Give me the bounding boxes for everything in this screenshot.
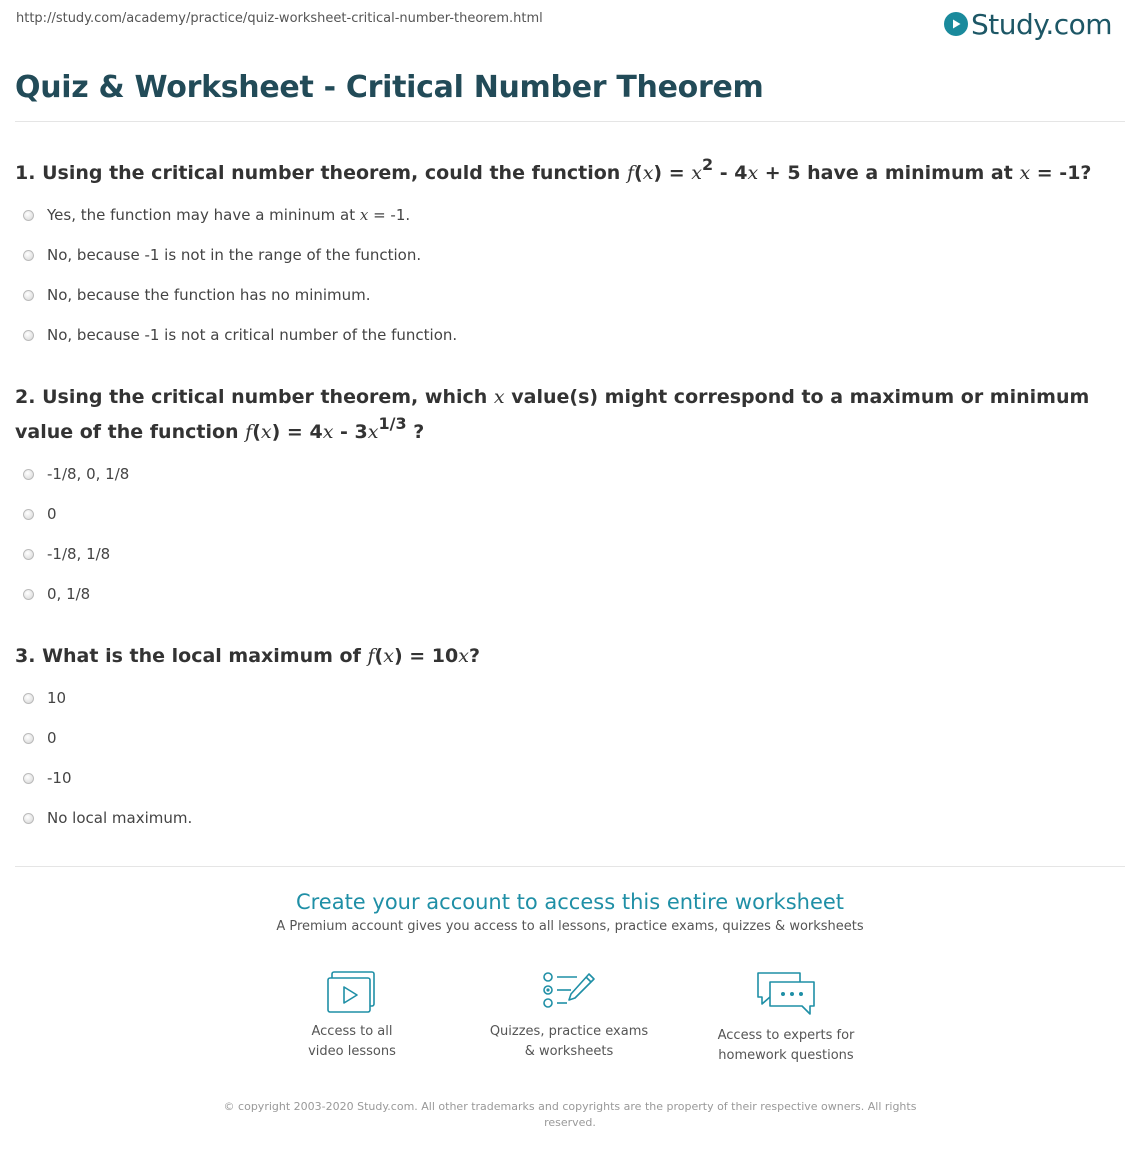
option-label: No, because -1 is not in the range of the function. xyxy=(47,246,422,264)
title-divider xyxy=(15,121,1125,122)
section-divider xyxy=(15,866,1125,867)
create-account-link[interactable]: Create your account to access this entire worksheet xyxy=(295,890,845,914)
answer-option[interactable] xyxy=(23,544,110,564)
radio-button[interactable] xyxy=(23,330,34,341)
radio-button[interactable] xyxy=(23,773,34,784)
quiz-checklist-icon xyxy=(541,970,597,1014)
radio-button[interactable] xyxy=(23,549,34,560)
option-label: Yes, the function may have a mininum at x = -1. xyxy=(47,206,411,224)
answer-option[interactable] xyxy=(23,584,90,604)
answer-option[interactable] xyxy=(23,464,129,484)
radio-button[interactable] xyxy=(23,250,34,261)
radio-button[interactable] xyxy=(23,813,34,824)
page-url: http://study.com/academy/practice/quiz-worksheet-critical-number-theorem.html xyxy=(16,11,543,26)
feature-label-line: Quizzes, practice exams xyxy=(489,1024,649,1039)
radio-button[interactable] xyxy=(23,589,34,600)
radio-button[interactable] xyxy=(23,733,34,744)
option-label: 0, 1/8 xyxy=(47,585,91,603)
answer-option[interactable] xyxy=(23,768,72,788)
answer-option[interactable] xyxy=(23,325,457,345)
study-logo[interactable] xyxy=(944,6,1112,42)
option-label: No local maximum. xyxy=(47,809,193,827)
question-2: 2. Using the critical number theorem, which x value(s) might correspond to a maximum or minimum value of the function $f(x) = 4x - 3x^{1/3}$ ? xyxy=(15,386,1090,443)
answer-option[interactable] xyxy=(23,205,410,225)
option-label: No, because -1 is not a critical number of the function. xyxy=(47,326,458,344)
feature-label-line: Access to all xyxy=(311,1024,393,1039)
radio-button[interactable] xyxy=(23,290,34,301)
option-label: -1/8, 0, 1/8 xyxy=(47,465,130,483)
answer-option[interactable] xyxy=(23,285,371,305)
chat-experts-icon xyxy=(754,970,818,1018)
radio-button[interactable] xyxy=(23,693,34,704)
logo-text: Study.com xyxy=(971,7,1113,41)
answer-option[interactable] xyxy=(23,808,192,828)
option-label: -1/8, 1/8 xyxy=(47,545,111,563)
feature-label-line: homework questions xyxy=(718,1048,854,1063)
answer-option[interactable] xyxy=(23,688,66,708)
feature-quizzes xyxy=(469,970,669,1062)
radio-button[interactable] xyxy=(23,469,34,480)
feature-video-lessons xyxy=(252,970,452,1062)
premium-description: A Premium account gives you access to all lessons, practice exams, quizzes & worksheets xyxy=(276,919,864,934)
question-3: 3. What is the local maximum of f(x) = 10x? xyxy=(15,645,480,667)
page-title: Quiz & Worksheet - Critical Number Theorem xyxy=(15,70,764,105)
option-label: 0 xyxy=(47,729,57,747)
feature-experts xyxy=(686,970,886,1066)
radio-button[interactable] xyxy=(23,210,34,221)
feature-label-line: video lessons xyxy=(308,1044,396,1059)
video-lessons-icon xyxy=(326,970,378,1014)
play-circle-icon xyxy=(944,12,968,36)
option-label: 10 xyxy=(47,689,67,707)
feature-label-line: & worksheets xyxy=(524,1044,614,1059)
copyright-notice: © copyright 2003-2020 Study.com. All other trademarks and copyrights are the property of their respective owners. All rights reserved. xyxy=(223,1100,917,1129)
option-label: -10 xyxy=(47,769,72,787)
answer-option[interactable] xyxy=(23,504,57,524)
answer-option[interactable] xyxy=(23,245,421,265)
option-label: No, because the function has no minimum. xyxy=(47,286,371,304)
feature-label-line: Access to experts for xyxy=(717,1028,855,1043)
answer-option[interactable] xyxy=(23,728,57,748)
radio-button[interactable] xyxy=(23,509,34,520)
question-1: 1. Using the critical number theorem, could the function $f(x) = x^2 - 4x + 5$ have a minimum at x = -1? xyxy=(15,154,1092,184)
option-label: 0 xyxy=(47,505,57,523)
